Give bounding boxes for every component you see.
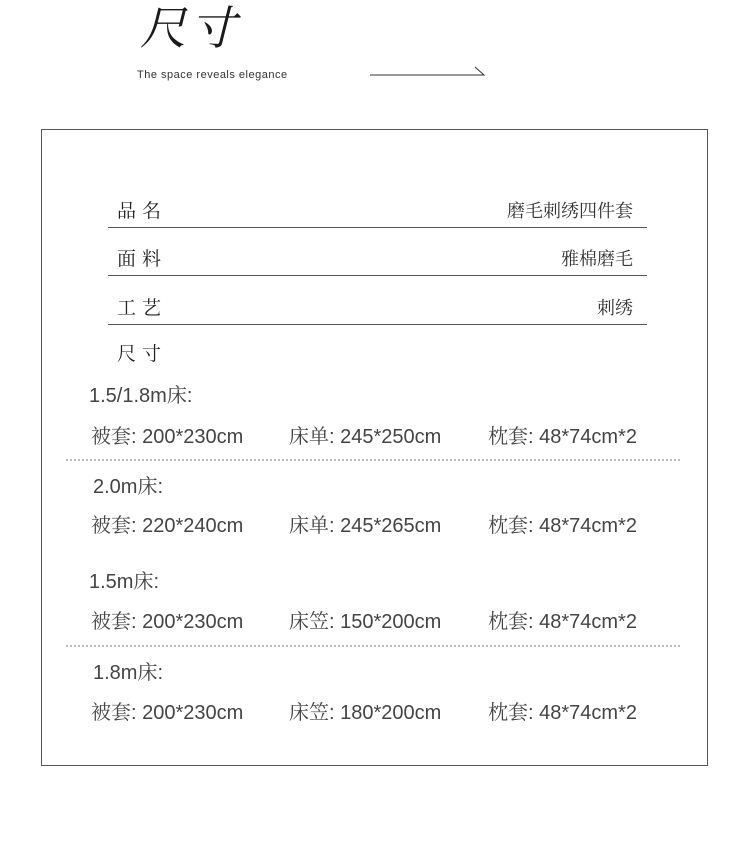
arrow-right-icon xyxy=(370,64,490,80)
bed-size-title: 1.8m床: xyxy=(93,662,164,684)
bed-size-title: 1.5/1.8m床: xyxy=(89,385,193,407)
bed-size-title: 2.0m床: xyxy=(93,476,164,498)
duvet-cover-spec: 被套: 200*230cm xyxy=(91,611,244,633)
product-name-row xyxy=(108,197,647,228)
product-name-label: 品 名 xyxy=(117,200,162,222)
pillowcase-spec: 枕套: 48*74cm*2 xyxy=(488,611,637,633)
bed-sheet-spec: 床单: 245*250cm xyxy=(289,426,442,448)
dotted-divider xyxy=(66,645,680,647)
craft-row xyxy=(108,294,647,325)
product-name-value: 磨毛刺绣四件套 xyxy=(507,201,633,222)
page-title: 尺寸 xyxy=(140,1,240,55)
pillowcase-spec: 枕套: 48*74cm*2 xyxy=(488,426,637,448)
pillowcase-spec: 枕套: 48*74cm*2 xyxy=(488,702,637,724)
duvet-cover-spec: 被套: 220*240cm xyxy=(91,515,244,537)
craft-label: 工 艺 xyxy=(117,297,162,319)
fabric-value: 雅棉磨毛 xyxy=(561,249,633,270)
pillowcase-spec: 枕套: 48*74cm*2 xyxy=(488,515,637,537)
duvet-cover-spec: 被套: 200*230cm xyxy=(91,702,244,724)
fabric-row xyxy=(108,245,647,276)
page-subtitle: The space reveals elegance xyxy=(137,69,288,81)
craft-value: 刺绣 xyxy=(597,298,633,319)
fabric-label: 面 料 xyxy=(117,248,162,270)
bed-size-title: 1.5m床: xyxy=(89,571,160,593)
dotted-divider xyxy=(66,459,680,461)
size-label: 尺 寸 xyxy=(117,343,162,365)
fitted-sheet-spec: 床笠: 150*200cm xyxy=(289,611,442,633)
bed-sheet-spec: 床单: 245*265cm xyxy=(289,515,442,537)
duvet-cover-spec: 被套: 200*230cm xyxy=(91,426,244,448)
fitted-sheet-spec: 床笠: 180*200cm xyxy=(289,702,442,724)
